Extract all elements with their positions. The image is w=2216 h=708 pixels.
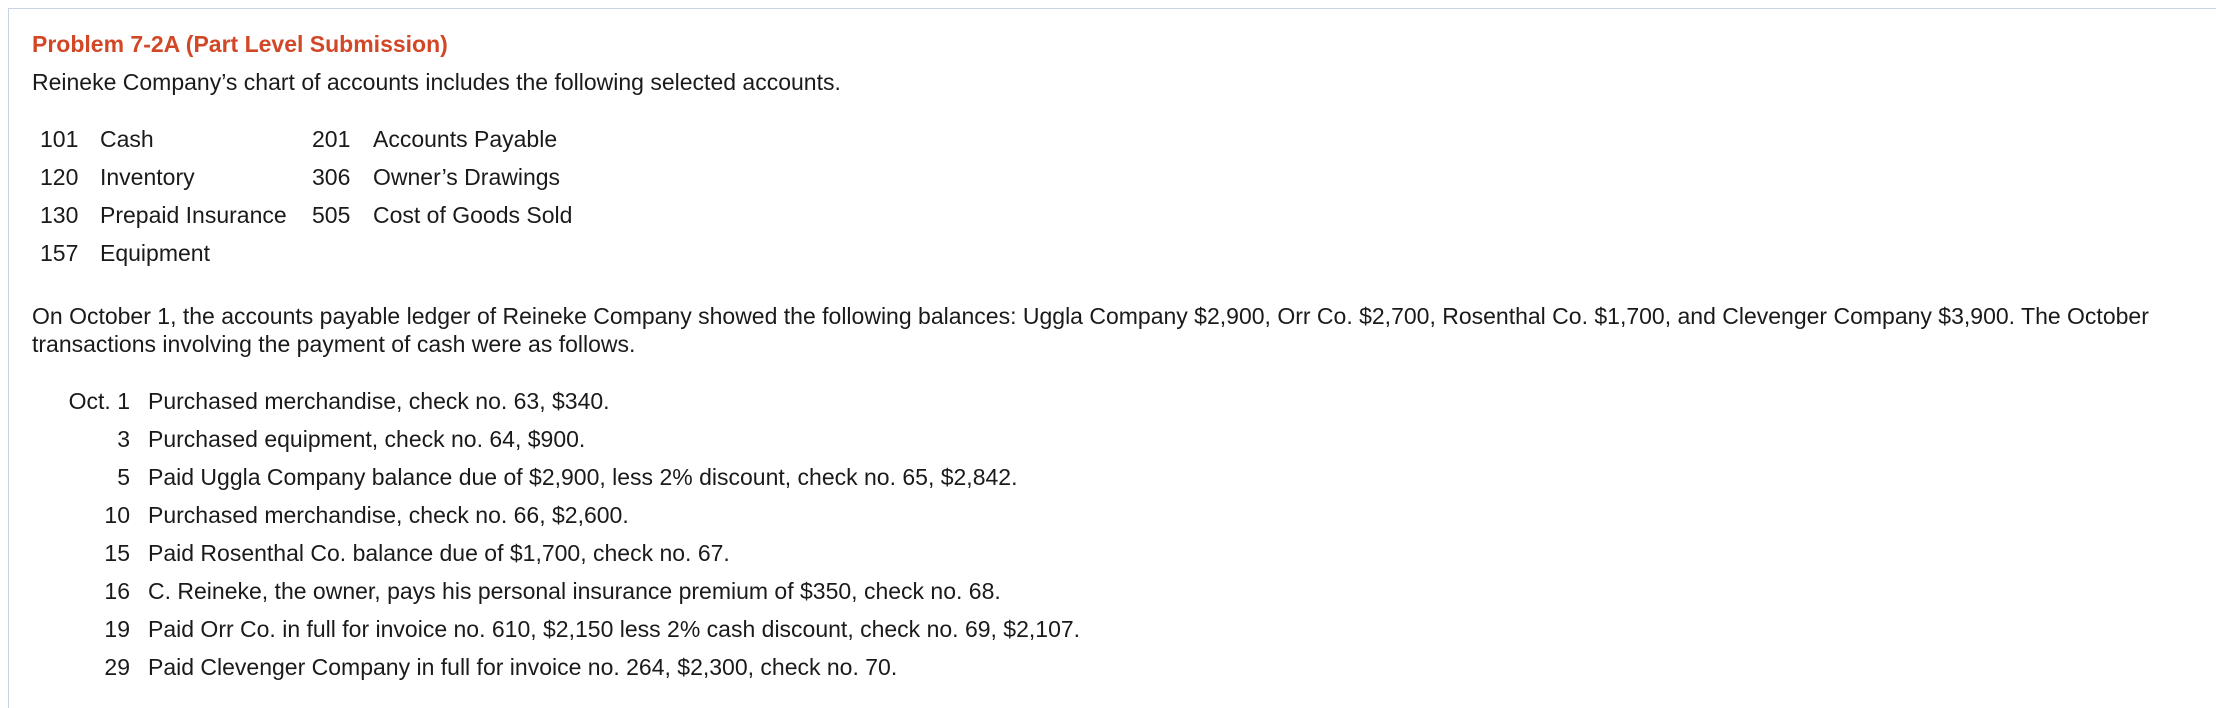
account-name: Inventory [100,164,195,190]
account-number: 306 [312,164,351,190]
account-number: 101 [40,126,79,152]
transaction-description: C. Reineke, the owner, pays his personal insurance premium of $350, check no. 68. [148,578,1001,604]
account-name: Prepaid Insurance [100,202,287,228]
account-number: 120 [40,164,79,190]
account-name: Accounts Payable [373,126,558,152]
account-number: 201 [312,126,351,152]
ledger-balances-paragraph: On October 1, the accounts payable ledger of Reineke Company showed the following balances: Uggla Company $2,900, Orr Co. $2,700, Rosenthal Co. $1,700, and Clevenger Company $3,900. The October transactions involving the payment of cash were as follows. [32,303,2149,357]
transaction-date: 16 [104,578,130,604]
account-name: Cost of Goods Sold [373,202,573,228]
transaction-date: 29 [104,654,130,680]
problem-intro: Reineke Company’s chart of accounts includes the following selected accounts. [32,69,841,95]
transaction-date: Oct. 1 [68,388,130,414]
account-name: Equipment [100,240,210,266]
transaction-date: 5 [117,464,130,490]
account-name: Cash [100,126,154,152]
transaction-date: 15 [104,540,130,566]
account-number: 157 [40,240,79,266]
transaction-date: 10 [104,502,130,528]
transaction-description: Paid Uggla Company balance due of $2,900, less 2% discount, check no. 65, $2,842. [148,464,1018,490]
problem-title: Problem 7-2A (Part Level Submission) [32,31,448,57]
transaction-description: Purchased merchandise, check no. 66, $2,600. [148,502,629,528]
transaction-description: Paid Orr Co. in full for invoice no. 610, $2,150 less 2% cash discount, check no. 69, $2,107. [148,616,1081,642]
account-name: Owner’s Drawings [373,164,561,190]
transaction-description: Paid Clevenger Company in full for invoice no. 264, $2,300, check no. 70. [148,654,898,680]
transaction-date: 3 [117,426,130,452]
transaction-description: Purchased merchandise, check no. 63, $340. [148,388,610,414]
account-number: 130 [40,202,79,228]
account-number: 505 [312,202,351,228]
transaction-description: Paid Rosenthal Co. balance due of $1,700, check no. 67. [148,540,730,566]
transaction-date: 19 [104,616,130,642]
transaction-description: Purchased equipment, check no. 64, $900. [148,426,586,452]
